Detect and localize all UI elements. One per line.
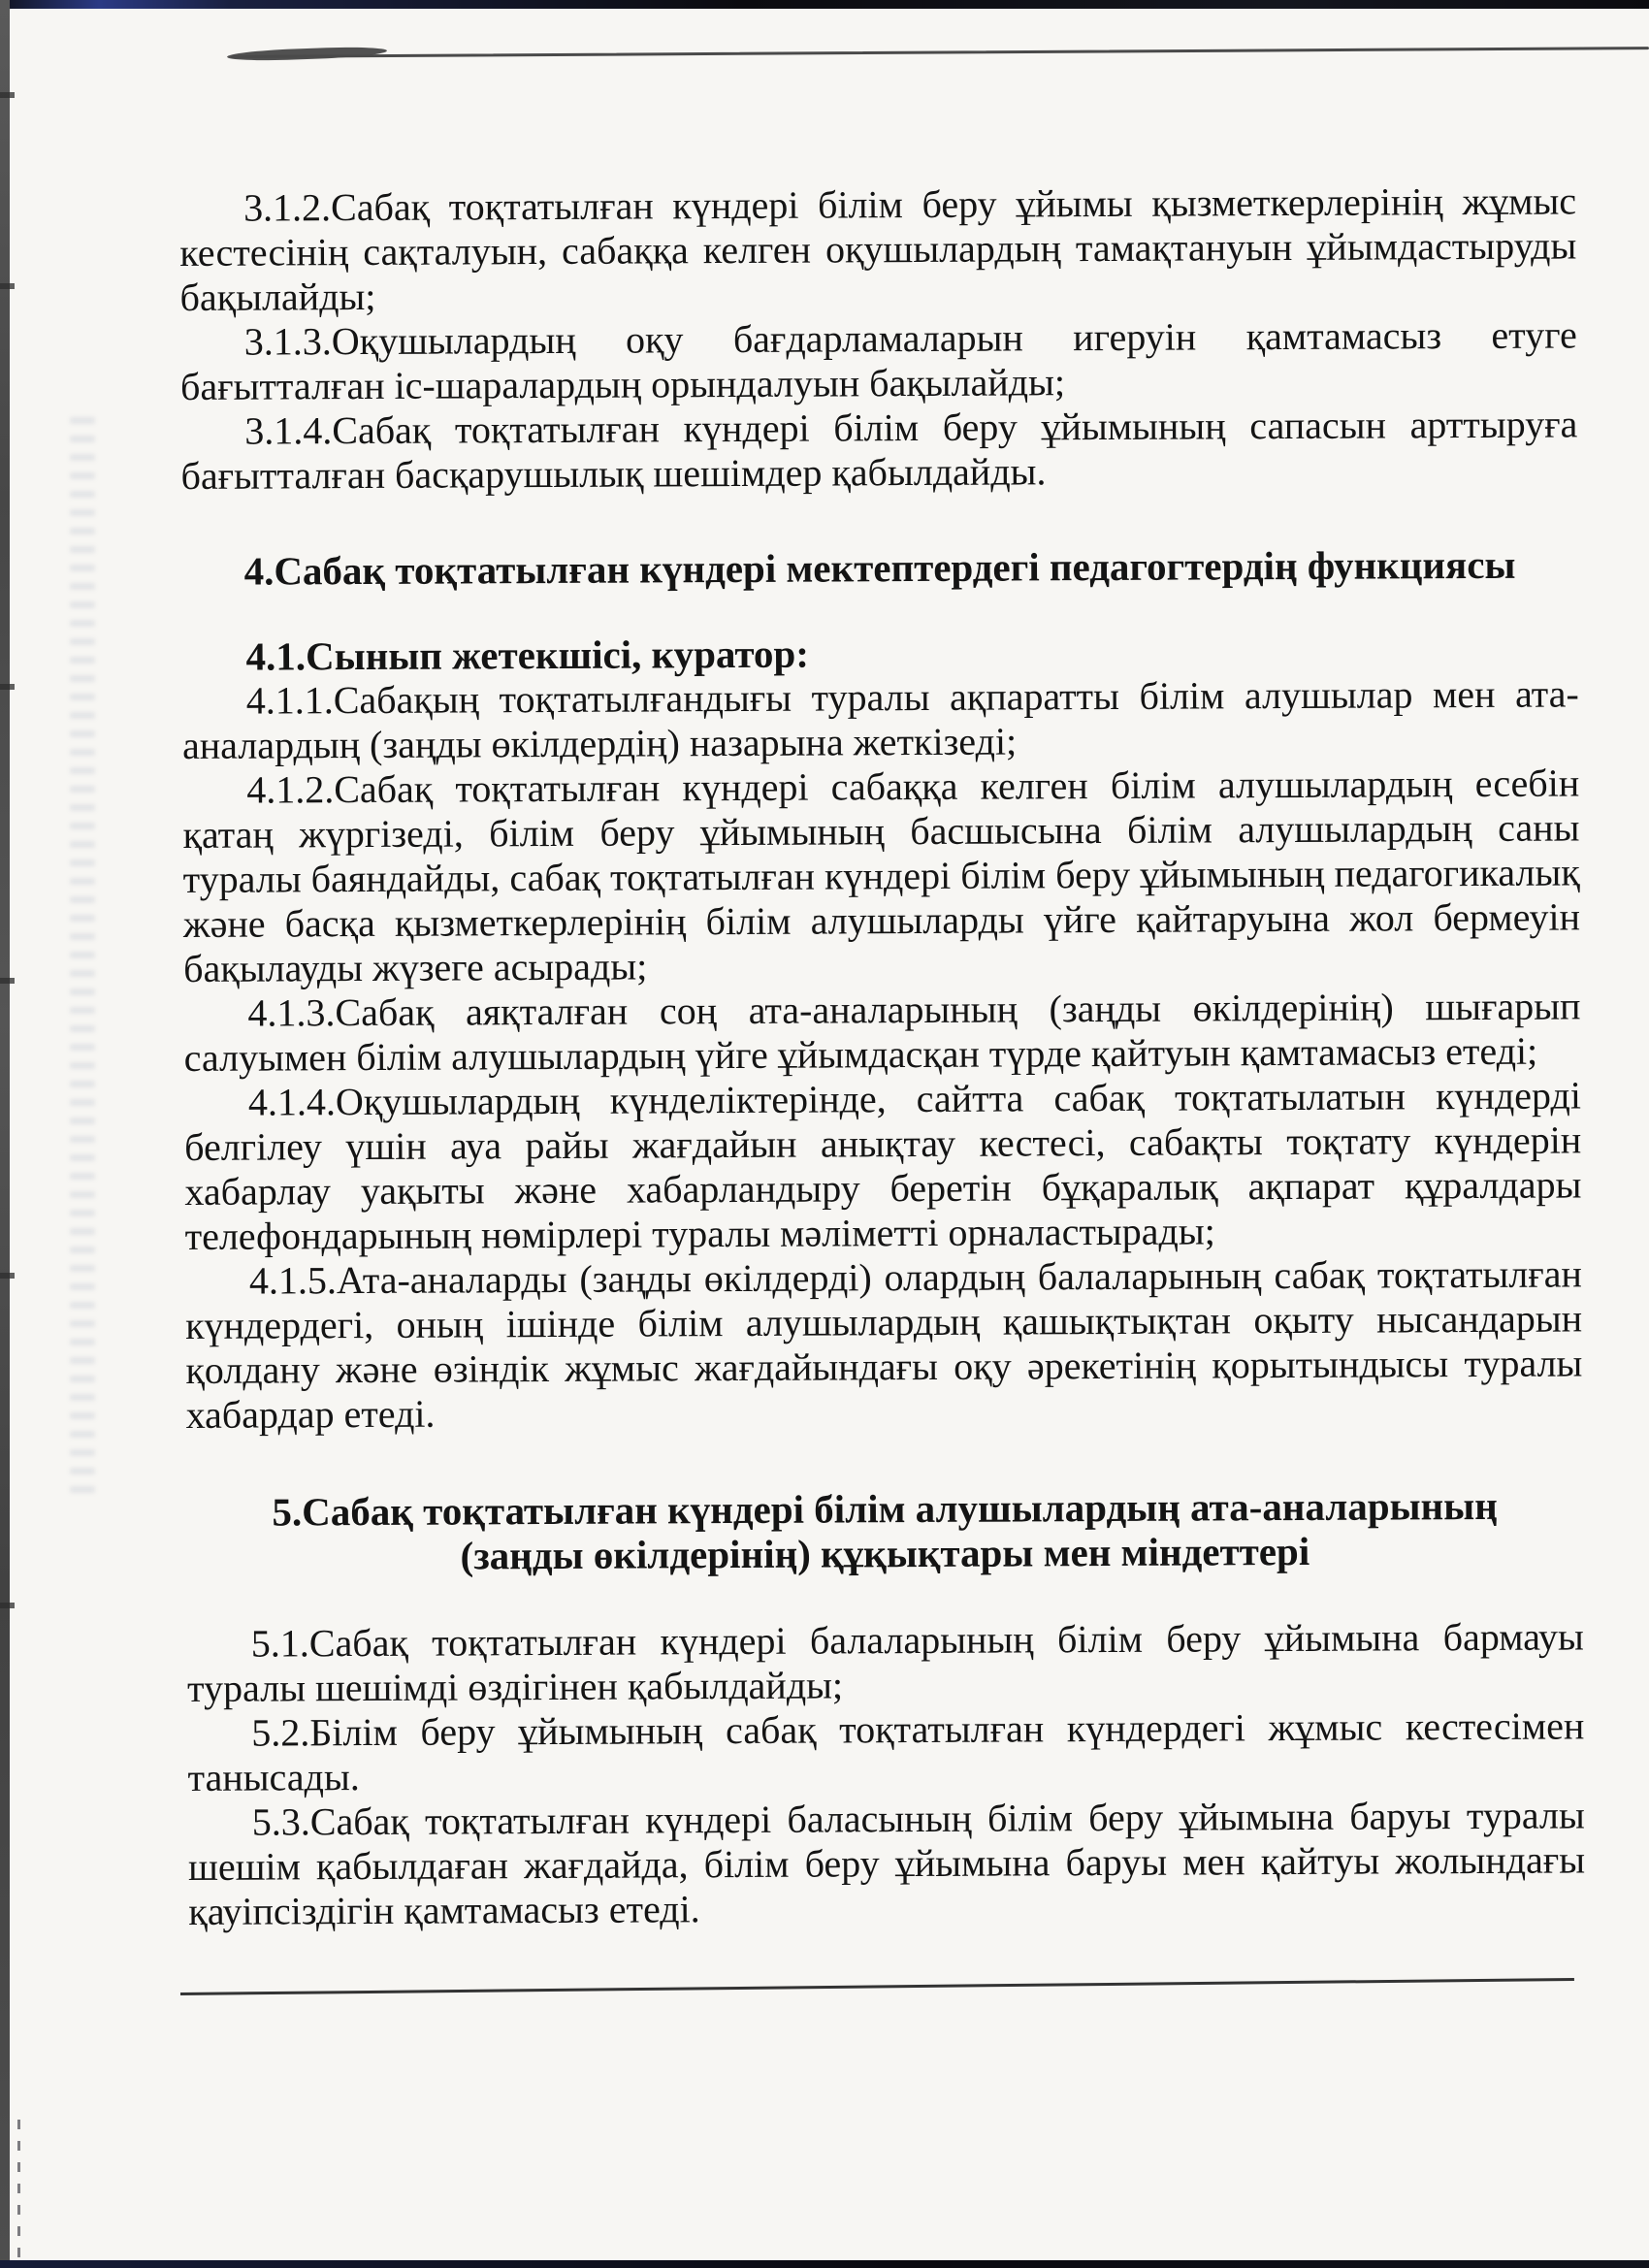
scan-speck: [0, 1603, 15, 1608]
document-text-block: [179, 178, 1585, 1934]
paragraph-4-1-3: 4.1.3.Сабақ аяқталған соң ата-аналарының (заңды өкілдерінің) шығарып салуымен білім алушылардың үйге ұйымдасқан түрде қайтуын қамтамасыз етеді;: [183, 984, 1581, 1080]
scan-speck: [0, 684, 15, 690]
paragraph-5-2: 5.2.Білім беру ұйымының сабақ тоқтатылған күндердегі жұмыс кестесімен танысады.: [187, 1703, 1585, 1799]
scan-edge-left: [0, 0, 10, 2268]
paragraph-3-1-2: 3.1.2.Сабақ тоқтатылған күндері білім беру ұйымы қызметкерлерінің жұмыс кестесінің сақталуын, сабаққа келген оқушылардың тамақтануын ұйымдастыруды бақылайды;: [179, 178, 1577, 319]
scan-edge-top: [0, 0, 1649, 9]
scan-speck: [0, 1273, 15, 1279]
paragraph-4-1-1: 4.1.1.Сабақың тоқтатылғандығы туралы ақпаратты білім алушылар мен ата-аналардың (заңды өкілдердің) назарына жеткізеді;: [181, 671, 1579, 767]
paragraph-5-1: 5.1.Сабақ тоқтатылған күндері балаларының білім беру ұйымына бармауы туралы шешімді өздігінен қабылдайды;: [186, 1614, 1584, 1710]
paragraph-4-1-5: 4.1.5.Ата-аналарды (заңды өкілдерді) олардың балаларының сабақ тоқтатылған күндердегі, оның ішінде білім алушылардың қашықтықтан оқыту нысандарын қолдану және өзіндік жұмыс жағдайындағы оқу әрекетінің қорытындысы туралы хабардар етеді.: [185, 1251, 1583, 1437]
bottom-divider-line: [180, 1978, 1574, 1995]
paragraph-4-1-4: 4.1.4.Оқушылардың күнделіктерінде, сайтта сабақ тоқтатылатын күндерді белгілеу үшін ауа райы жағдайын анықтау кестесі, сабақты тоқтату күндерін хабарлау уақыты және хабарландыру беретін бұқаралық ақпарат құралдары телефондарының нөмірлері туралы мәліметті орналастырады;: [184, 1073, 1582, 1258]
section-4-heading: 4.Сабақ тоқтатылған күндері мектептердегі педагогтердің функциясы: [243, 541, 1516, 594]
section-5-heading-line-1: 5.Сабақ тоқтатылған күндері білім алушылардың ата-аналарының: [272, 1482, 1498, 1535]
section-5-heading-line-2: (заңды өкілдерінің) құқықтары мен міндеттері: [460, 1528, 1310, 1578]
paragraph-5-3: 5.3.Сабақ тоқтатылған күндері баласының білім беру ұйымына баруы туралы шешім қабылдаған жағдайда, білім беру ұйымына баруы мен қайтуы жолындағы қауіпсіздігін қамтамасыз етеді.: [187, 1793, 1586, 1933]
scan-speck: [0, 978, 15, 984]
paragraph-3-1-3: 3.1.3.Оқушылардың оқу бағдарламаларын игеруін қамтамасыз етуге бағытталған іс-шаралардың орындалуын бақылайды;: [179, 312, 1577, 408]
scan-speck: [0, 92, 15, 98]
ink-bleed-through: [70, 417, 95, 1504]
scan-scratch: [17, 2120, 20, 2268]
scan-edge-bottom: [0, 2260, 1649, 2268]
paper-edge-line: [231, 47, 1649, 58]
section-5-heading: [186, 1482, 1583, 1579]
paragraph-3-1-4: 3.1.4.Сабақ тоқтатылған күндері білім беру ұйымының сапасын арттыруға бағытталған басқарушылық шешімдер қабылдайды.: [180, 402, 1578, 498]
scan-speck: [0, 283, 15, 289]
paragraph-4-1-2: 4.1.2.Сабақ тоқтатылған күндері сабаққа келген білім алушылардың есебін қатаң жүргізеді, білім беру ұйымының басшысына білім алушылардың саны туралы баяндайды, сабақ тоқтатылған күндері білім беру ұйымының педагогикалық және басқа қызметкерлерінің білім алушыларды үйге қайтаруына жол бермеуін бақылауды жүзеге асырады;: [182, 761, 1581, 990]
section-4-1-subheading: 4.1.Сынып жетекшісі, куратор:: [245, 631, 810, 679]
